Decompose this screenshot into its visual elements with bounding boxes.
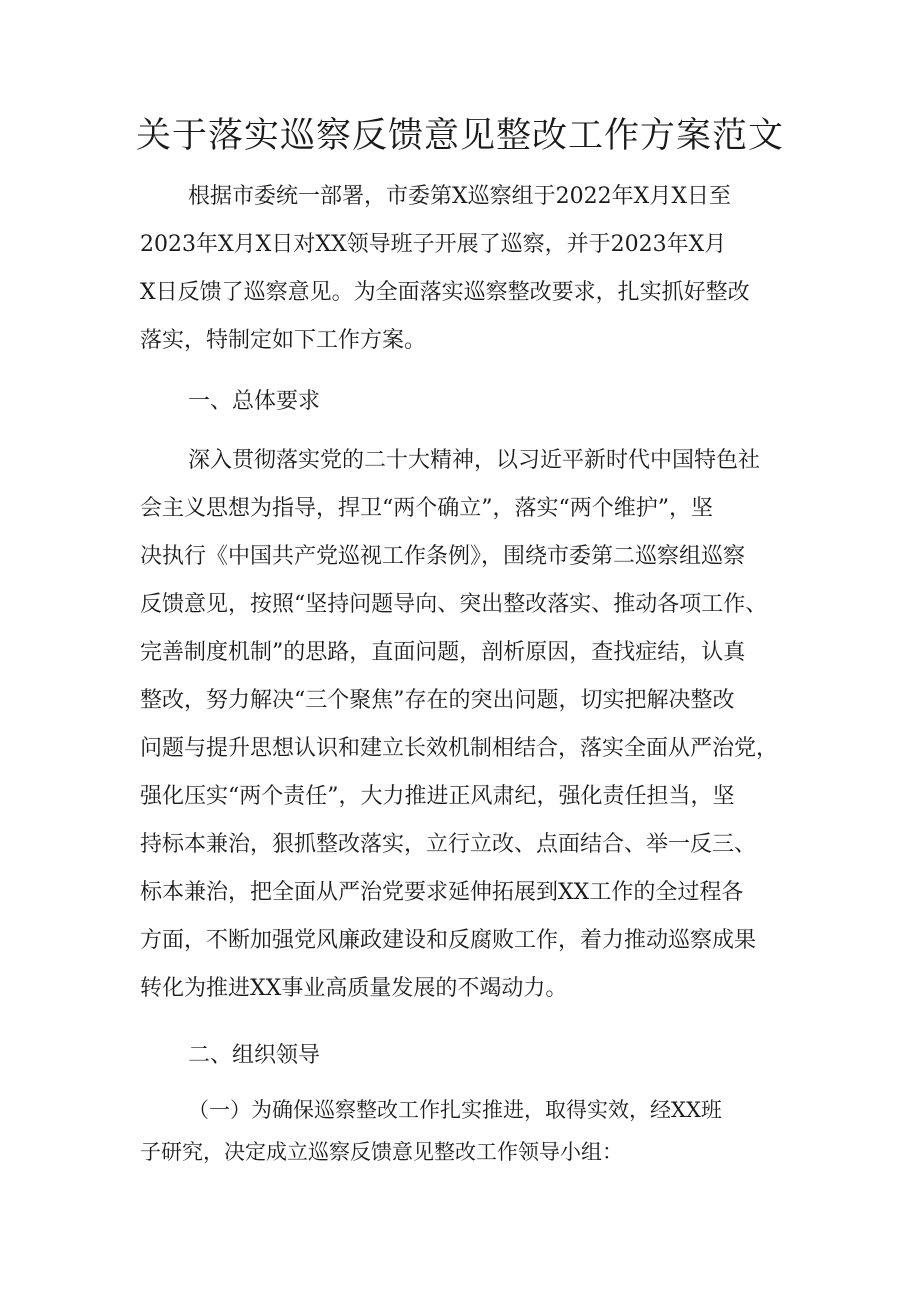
section1-line: 完善制度机制”的思路，直面问题，剖析原因，查找症结，认真 [140, 640, 746, 665]
section1-line: 强化压实“两个责任”，大力推进正风肃纪，强化责任担当，坚 [140, 784, 735, 809]
section1-line: 反馈意见，按照“坚持问题导向、突出整改落实、推动各项工作、 [140, 592, 768, 617]
section2-line: 子研究，决定成立巡察反馈意见整改工作领导小组： [140, 1140, 623, 1164]
section1-line: 方面，不断加强党风廉政建设和反腐败工作，着力推动巡察成果 [140, 928, 757, 953]
section2-line: （一）为确保巡察整改工作扎实推进，取得实效，经XX班 [188, 1098, 722, 1122]
intro-line: 2023年X月X日对XX领导班子开展了巡察，并于2023年X月 [140, 232, 727, 257]
section1-line: 深入贯彻落实党的二十大精神，以习近平新时代中国特色社 [188, 448, 761, 473]
intro-line: X日反馈了巡察意见。为全面落实巡察整改要求，扎实抓好整改 [140, 280, 750, 305]
section-heading-1: 一、总体要求 [188, 389, 321, 414]
section1-line: 标本兼治，把全面从严治党要求延伸拓展到XX工作的全过程各 [140, 880, 744, 905]
section1-line: 持标本兼治，狠抓整改落实，立行立改、点面结合、举一反三、 [140, 832, 757, 857]
section1-line: 决执行《中国共产党巡视工作条例》，围绕市委第二巡察组巡察 [140, 544, 746, 569]
section1-line: 转化为推进XX事业高质量发展的不竭动力。 [140, 976, 568, 1001]
section1-line: 会主义思想为指导，捍卫“两个确立”，落实“两个维护”，坚 [140, 496, 713, 521]
section1-line: 整改，努力解决“三个聚焦”存在的突出问题，切实把解决整改 [140, 688, 735, 713]
intro-line: 落实，特制定如下工作方案。 [140, 328, 427, 353]
document-title: 关于落实巡察反馈意见整改工作方案范文 [135, 116, 784, 156]
section-heading-2: 二、组织领导 [188, 1043, 321, 1068]
intro-line: 根据市委统一部署，市委第X巡察组于2022年X月X日至 [188, 184, 731, 209]
section1-line: 问题与提升思想认识和建立长效机制相结合，落实全面从严治党， [140, 736, 779, 761]
